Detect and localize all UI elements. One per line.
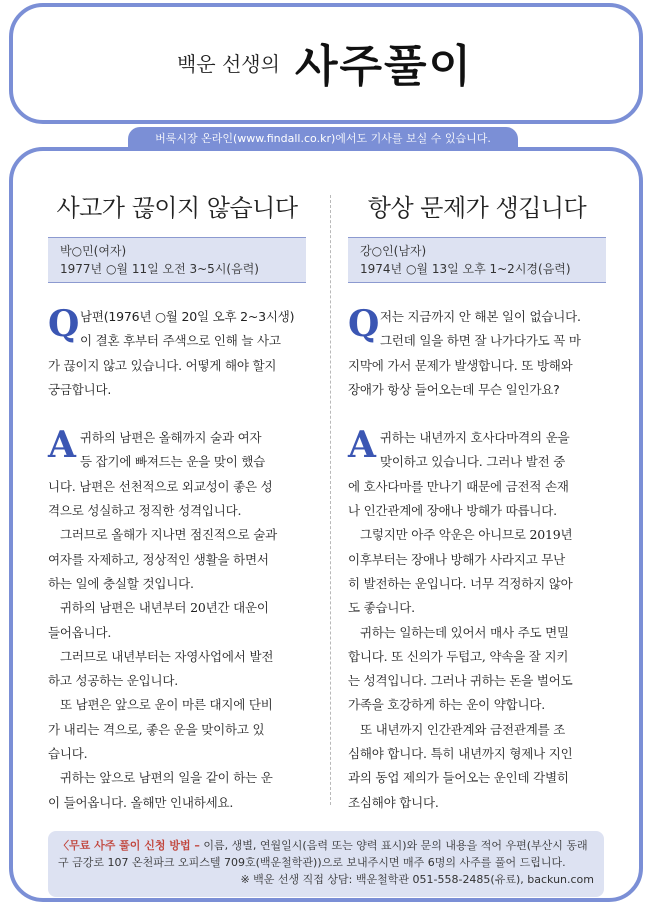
text-line: 들어옵니다. [48,624,112,640]
text-line: 조심해야 합니다. [348,794,439,810]
text-line: 귀하의 남편은 올해까지 술과 여자 [80,430,262,446]
text-line: 격으로 성실하고 정직한 성격입니다. [48,503,242,519]
masthead [0,30,650,94]
left-answer-text [48,426,306,815]
question-badge: Q [348,303,380,345]
text-line: 귀하의 남편은 내년부터 20년간 대운이 [60,600,269,616]
text-line: 귀하는 내년까지 호사다마격의 운을 [380,430,570,446]
text-line: 귀하는 앞으로 남편의 일을 같이 하는 운 [60,770,273,786]
left-column [48,188,306,815]
text-line: 또 남편은 앞으로 운이 마른 대지에 단비 [60,697,273,713]
right-question [348,305,606,402]
application-method-text: 이름, 생별, 연월일시(음력 또는 양력 표시)와 문의 내용을 적어 우편(부산시 동래 [199,839,588,852]
application-method [58,837,594,854]
text-line: 귀하는 일하는데 있어서 매사 주도 면밀 [360,624,569,640]
left-person-info [48,237,306,283]
text-line: 에 호사다마를 만나기 때문에 금전적 손재 [348,478,569,494]
text-line: 지막에 가서 문제가 발생합니다. 또 방해와 [348,357,573,373]
answer-badge: A [48,424,76,467]
application-info-box [48,831,604,897]
left-question [48,305,306,402]
text-line: 장애가 항상 들어오는데 무슨 일인가요? [348,381,560,397]
right-person-info [348,237,606,283]
text-line: 가 끊이지 않고 있습니다. 어떻게 해야 할지 [48,357,277,373]
right-column-title: 항상 문제가 생깁니다 [367,194,587,222]
question-badge: Q [48,303,80,345]
left-column-title: 사고가 끊이지 않습니다 [56,194,298,222]
text-line: 저는 지금까지 안 해본 일이 없습니다. [380,309,581,324]
online-notice-banner: 버룩시장 온라인(www.findall.co.kr)에서도 기사를 보실 수 있습니다. [128,127,518,151]
text-line: 이 결혼 후부터 주색으로 인해 늘 사고 [80,333,281,349]
text-line: 여자를 자제하고, 정상적인 생활을 하면서 [48,551,269,567]
masthead-subtitle: 백운 선생의 [176,51,280,76]
right-answer-text [348,426,606,815]
text-line: 하고 성공하는 운입니다. [48,673,179,689]
text-line: 가족을 호강하게 하는 운이 약합니다. [348,697,545,713]
text-line: 히 발전하는 운입니다. 너무 걱정하지 않아 [348,575,573,591]
text-line: 는 성격입니다. 그러나 귀하는 돈을 벌어도 [348,673,573,689]
right-column [348,188,606,815]
text-line: 그런데 일을 하면 잘 나가다가도 꼭 마 [380,333,581,349]
column-divider [330,195,331,805]
text-line: 등 잡기에 빠져드는 운을 맞이 했습 [80,454,266,470]
right-person-name: 강○인(남자) [360,244,427,258]
right-answer [348,426,606,815]
right-person-birth: 1974년 ○월 13일 오후 1~2시경(음력) [360,262,571,276]
right-question-text [348,305,606,402]
left-question-text [48,305,306,402]
left-person-birth: 1977년 ○월 11일 오전 3~5시(음력) [60,262,259,276]
application-method-cont: 구 금강로 107 온천파크 오피스텔 709호(백운철학관))으로 보내주시면 매주 6명의 사주를 풀어 드립니다. [58,856,566,869]
text-line: 합니다. 또 신의가 두텁고, 약속을 잘 지키 [348,648,569,664]
text-line: 나 인간관계에 장애나 방해가 따릅니다. [348,503,557,519]
application-method-lead: 〈무료 사주 풀이 신청 방법 – [58,839,200,852]
text-line: 맞이하고 있습니다. 그러나 발전 중 [380,454,566,470]
text-line: 니다. 남편은 선천적으로 외교성이 좋은 성 [48,478,273,494]
text-line: 습니다. [48,746,88,762]
text-line: 이후부터는 장애나 방해가 사라지고 무난 [348,551,565,567]
text-line: 그렇지만 아주 악운은 아니므로 2019년 [360,527,573,543]
text-line: 남편(1976년 ○월 20일 오후 2~3시생) [80,309,295,324]
text-line: 심해야 합니다. 특히 내년까지 형제나 지인 [348,746,573,762]
left-person-name: 박○민(여자) [60,244,127,258]
text-line: 가 내리는 격으로, 좋은 운을 맞이하고 있 [48,721,265,737]
left-answer [48,426,306,815]
text-line: 도 좋습니다. [348,600,415,616]
masthead-title: 사주풀이 [295,41,474,92]
text-line: 그러므로 올해가 지나면 점진적으로 술과 [60,527,277,543]
text-line: 그러므로 내년부터는 자영사업에서 발전 [60,648,274,664]
text-line: 하는 일에 충실할 것입니다. [48,575,194,591]
consultation-contact: ※ 백운 선생 직접 상담: 백운철학관 051-558-2485(유료), backun.com [240,873,594,886]
text-line: 과의 동업 제의가 들어오는 운인데 각별히 [348,770,569,786]
answer-badge: A [348,424,376,467]
text-line: 궁금합니다. [48,381,112,397]
text-line: 또 내년까지 인간관계와 금전관계를 조 [360,721,566,737]
text-line: 이 들어옵니다. 올해만 인내하세요. [48,794,234,810]
